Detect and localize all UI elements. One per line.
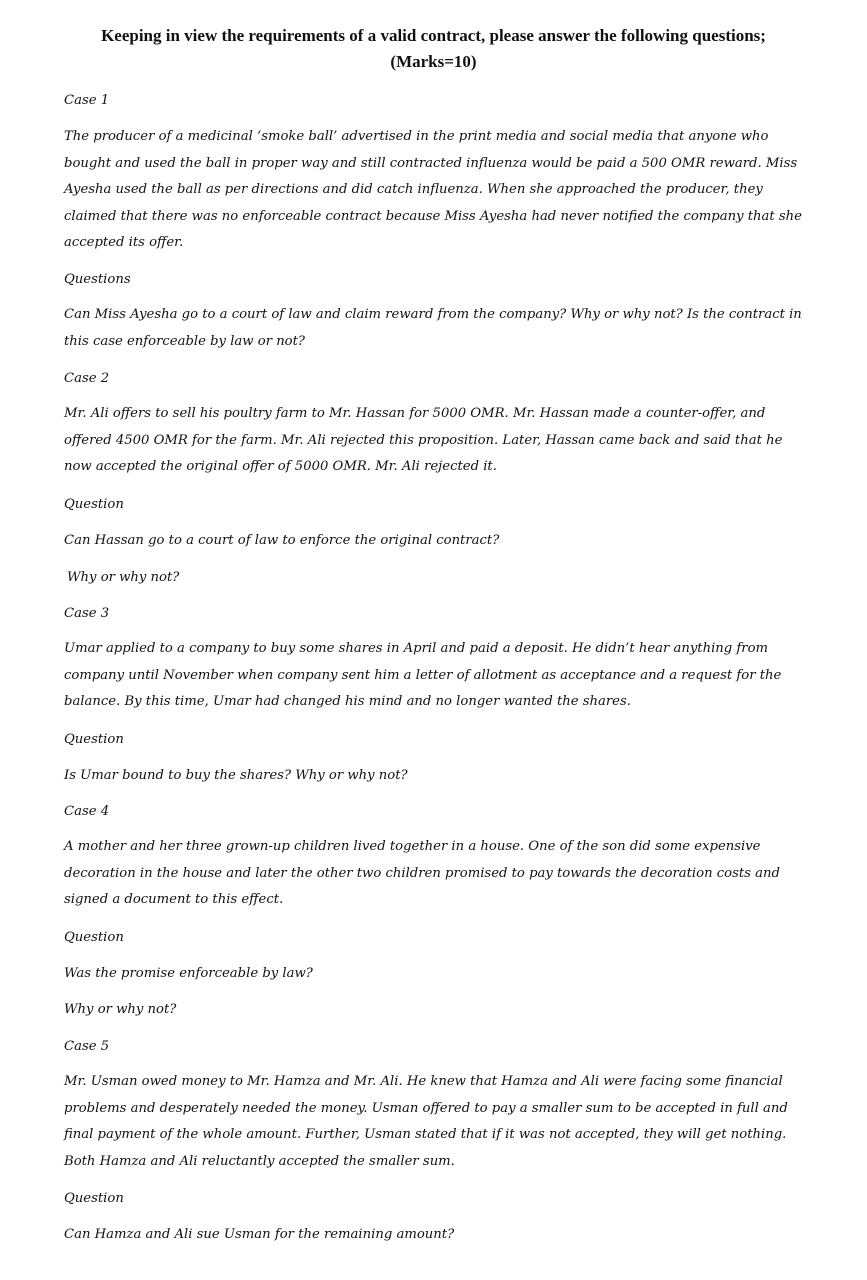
case-4-question: Was the promise enforceable by law?	[64, 966, 313, 981]
case-2-question-followup: Why or why not?	[67, 570, 180, 585]
case-1-label: Case 1	[64, 93, 110, 108]
page-title: Keeping in view the requirements of a valid contract, please answer the following questions;	[101, 26, 766, 45]
case-5-text: Mr. Usman owed money to Mr. Hamza and Mr. Ali. He knew that Hamza and Ali were facing some financial problems and desperately needed the money. Usman offered to pay a smaller sum to be accepted in full and final payment of the whole amount. Further, Usman stated that if it was not accepted, they will get nothing. Both Hamza and Ali reluctantly accepted the smaller sum.	[64, 1074, 788, 1169]
case-1-question: Can Miss Ayesha go to a court of law and claim reward from the company? Why or why not? Is the contract in this case enforceable by law or not?	[64, 307, 802, 349]
case-3-question: Is Umar bound to buy the shares? Why or why not?	[64, 768, 408, 783]
case-4-question-followup: Why or why not?	[64, 1002, 177, 1017]
case-1-text: The producer of a medicinal ‘smoke ball’ advertised in the print media and social media that anyone who bought and used the ball in proper way and still contracted influenza would be paid a 500 OMR reward. Miss Ayesha used the ball as per directions and did catch influenza. When she approached the producer, they claimed that there was no enforceable contract because Miss Ayesha had never notified the company that she accepted its offer.	[64, 129, 802, 250]
case-3-question-label: Question	[64, 732, 124, 747]
case-3-label: Case 3	[64, 606, 110, 621]
case-2-label: Case 2	[64, 371, 110, 386]
case-5-question-label: Question	[64, 1191, 124, 1206]
case-4-label: Case 4	[64, 804, 110, 819]
marks-label: (Marks=10)	[390, 52, 477, 71]
case-1-question-label: Questions	[64, 272, 131, 287]
case-3-text: Umar applied to a company to buy some shares in April and paid a deposit. He didn’t hear anything from company until November when company sent him a letter of allotment as acceptance and a request for the balance. By this time, Umar had changed his mind and no longer wanted the shares.	[64, 641, 782, 709]
case-2-question-label: Question	[64, 497, 124, 512]
case-4-question-label: Question	[64, 930, 124, 945]
case-4-text: A mother and her three grown-up children lived together in a house. One of the son did some expensive decoration in the house and later the other two children promised to pay towards the decoration costs and signed a document to this effect.	[64, 839, 780, 907]
case-2-question: Can Hassan go to a court of law to enforce the original contract?	[64, 533, 500, 548]
case-2-text: Mr. Ali offers to sell his poultry farm to Mr. Hassan for 5000 OMR. Mr. Hassan made a counter-offer, and offered 4500 OMR for the farm. Mr. Ali rejected this proposition. Later, Hassan came back and said that he now accepted the original offer of 5000 OMR. Mr. Ali rejected it.	[64, 406, 783, 474]
case-5-question: Can Hamza and Ali sue Usman for the remaining amount?	[64, 1227, 455, 1242]
case-5-label: Case 5	[64, 1039, 110, 1054]
